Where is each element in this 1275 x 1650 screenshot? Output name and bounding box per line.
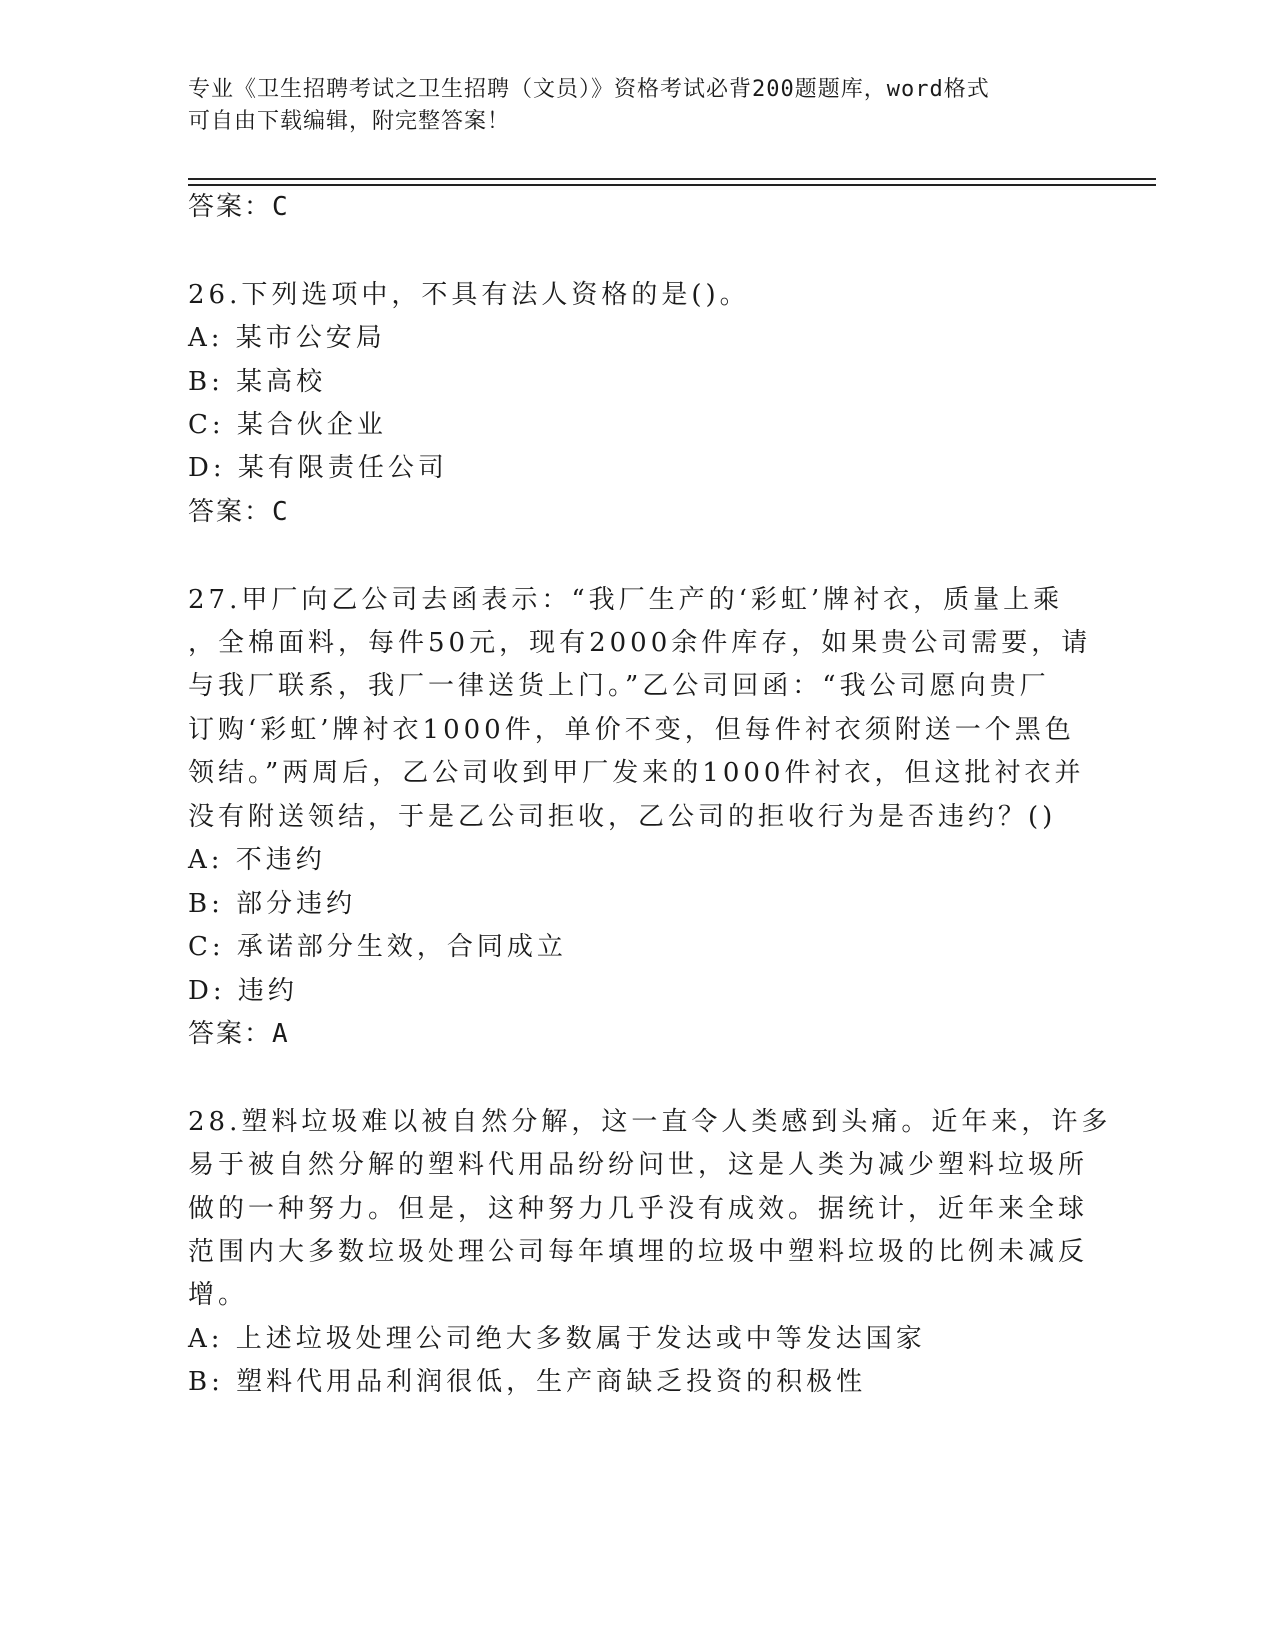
question-27-stem-line-3: 与我厂联系，我厂一律送货上门。”乙公司回函：“我公司愿向贵厂	[188, 671, 1050, 701]
question-27-option-d: D: 违约	[188, 976, 298, 1006]
question-28-stem-line-1: 28.塑料垃圾难以被自然分解，这一直令人类感到头痛。近年来，许多	[188, 1107, 1112, 1137]
question-28-stem-line-2: 易于被自然分解的塑料代用品纷纷问世，这是人类为减少塑料垃圾所	[188, 1150, 1089, 1180]
question-27-option-b: B: 部分违约	[188, 889, 357, 919]
question-26-answer: 答案：C	[188, 497, 290, 527]
question-26-option-b: B: 某高校	[188, 367, 327, 397]
question-27-stem-line-2: ，全棉面料，每件50元，现有2000余件库存，如果贵公司需要，请	[188, 628, 1092, 658]
question-27-answer: 答案：A	[188, 1019, 290, 1049]
question-26-option-a: A: 某市公安局	[188, 323, 386, 353]
question-26-stem-line-1: 26.下列选项中，不具有法人资格的是()。	[188, 280, 750, 310]
previous-answer: 答案：C	[188, 192, 290, 222]
document-header	[188, 74, 1068, 138]
question-26-option-c: C: 某合伙企业	[188, 410, 387, 440]
question-27-stem-line-4: 订购‘彩虹’牌衬衣1000件，单价不变，但每件衬衣须附送一个黑色	[188, 715, 1075, 745]
question-27-option-a: A: 不违约	[188, 845, 326, 875]
question-27-stem-line-1: 27.甲厂向乙公司去函表示：“我厂生产的‘彩虹’牌衬衣，质量上乘	[188, 585, 1064, 615]
question-28-stem-line-3: 做的一种努力。但是，这种努力几乎没有成效。据统计，近年来全球	[188, 1194, 1089, 1224]
header-divider-bottom	[188, 184, 1156, 186]
header-line-1: 专业《卫生招聘考试之卫生招聘（文员）》资格考试必背200题题库，word格式	[188, 77, 990, 102]
question-27-option-c: C: 承诺部分生效，合同成立	[188, 932, 567, 962]
question-28-option-b: B: 塑料代用品利润很低，生产商缺乏投资的积极性	[188, 1367, 867, 1397]
question-26-option-d: D: 某有限责任公司	[188, 453, 448, 483]
header-line-2: 可自由下载编辑，附完整答案！	[188, 109, 511, 134]
question-28-stem-line-5: 增。	[188, 1280, 249, 1310]
question-28-option-a: A: 上述垃圾处理公司绝大多数属于发达或中等发达国家	[188, 1324, 926, 1354]
header-divider-top	[188, 178, 1156, 180]
question-27-stem-line-5: 领结。”两周后，乙公司收到甲厂发来的1000件衬衣，但这批衬衣并	[188, 758, 1085, 788]
question-27-stem-line-6: 没有附送领结，于是乙公司拒收，乙公司的拒收行为是否违约？()	[188, 802, 1057, 832]
question-28-stem-line-4: 范围内大多数垃圾处理公司每年填埋的垃圾中塑料垃圾的比例未减反	[188, 1237, 1089, 1267]
